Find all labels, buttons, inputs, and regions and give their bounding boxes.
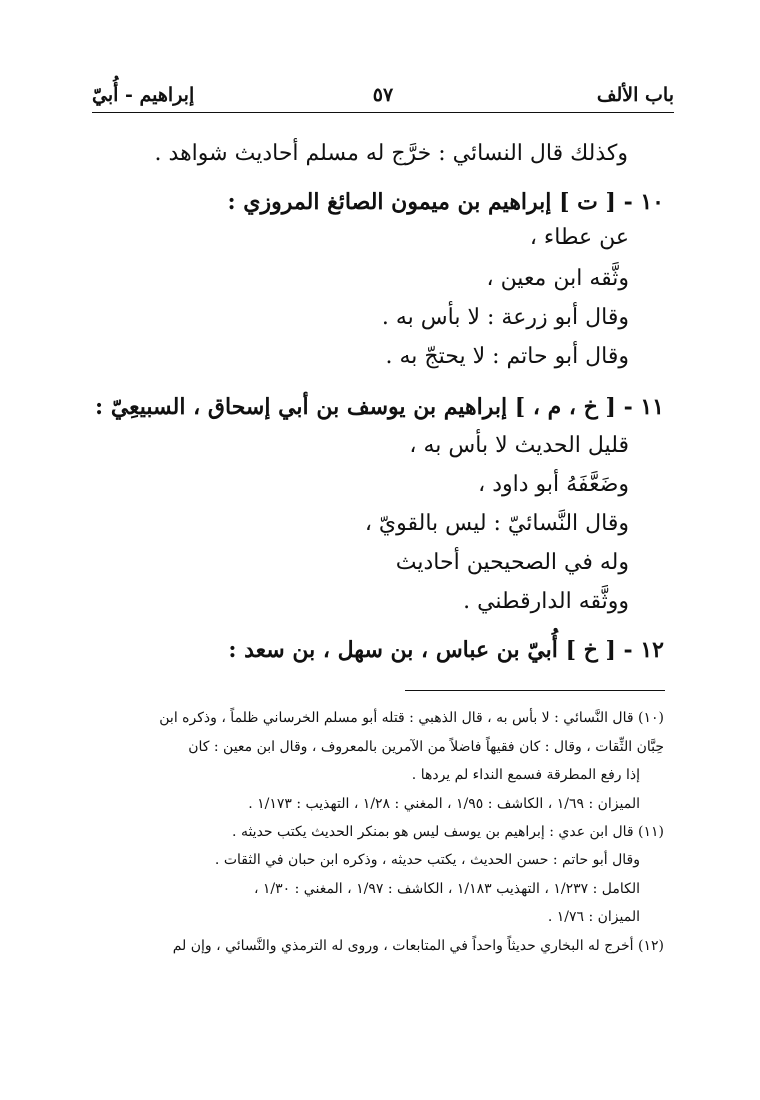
footnote-line: (١١) قال ابن عدي : إبراهيم بن يوسف ليس هو بمنكر الحديث يكتب حديثه .: [232, 824, 664, 840]
entry-10-line-2: وثَّقه ابن معين ،: [486, 266, 629, 291]
running-header: [92, 82, 674, 113]
footnote-line: حِبَّان الثِّقات ، وقال : كان فقيهاً فاضلاً من الآمرين بالمعروف ، وقال ابن معين : كان: [188, 739, 664, 755]
chapter-title: باب الألف: [596, 84, 674, 106]
entry-10-title: ١٠ - [ ت ] إبراهيم بن ميمون الصائغ المروزي :: [227, 189, 664, 215]
continuation-line: وكذلك قال النسائي : خرَّج له مسلم أحاديث شواهد .: [154, 141, 628, 166]
entry-11-line-2: وضَعَّفَهُ أبو داود ،: [478, 472, 629, 497]
footnote-line: الميزان : ١/٧٦ .: [547, 909, 640, 925]
footnote-line: وقال أبو حاتم : حسن الحديث ، يكتب حديثه ، وذكره ابن حبان في الثقات .: [214, 852, 640, 868]
entry-11-line-5: ووثَّقه الدارقطني .: [463, 589, 629, 614]
entry-11-line-1: قليل الحديث لا بأس به ،: [409, 433, 629, 458]
footnote-separator: [405, 690, 665, 691]
entry-10-line-3: وقال أبو زرعة : لا بأس به .: [381, 305, 629, 330]
footnote-line: الكامل : ١/٢٣٧ ، التهذيب ١/١٨٣ ، الكاشف : ١/٩٧ ، المغني : ١/٣٠ ،: [253, 881, 640, 897]
footnote-line: الميزان : ١/٦٩ ، الكاشف : ١/٩٥ ، المغني : ١/٢٨ ، التهذيب : ١/١٧٣ .: [248, 796, 640, 812]
entry-11-line-3: وقال النَّسائيّ : ليس بالقويّ ،: [364, 511, 629, 536]
footnote-line: إذا رفع المطرقة فسمع النداء لم يردها .: [411, 767, 640, 783]
entry-range: إبراهيم - أُبيّ: [92, 84, 195, 106]
entry-11-title: ١١ - [ خ ، م ، ] إبراهيم بن يوسف بن أبي إسحاق ، السبيعِيّ :: [95, 394, 664, 420]
entry-11-line-4: وله في الصحيحين أحاديث: [395, 550, 629, 575]
footnote-line: (١٠) قال النَّسائي : لا بأس به ، قال الذهبي : قتله أبو مسلم الخرساني ظلماً ، وذكره ابن: [159, 710, 664, 726]
page-number: ٥٧: [372, 84, 394, 106]
entry-12-title: ١٢ - [ خ ] أُبيّ بن عباس ، بن سهل ، بن سعد :: [228, 637, 664, 663]
entry-10-line-4: وقال أبو حاتم : لا يحتجّ به .: [385, 344, 629, 369]
entry-10-line-1: عن عطاء ،: [529, 225, 629, 250]
footnote-line: (١٢) أخرج له البخاري حديثاً واحداً في المتابعات ، وروى له الترمذي والنَّسائي ، وإن لم: [172, 938, 664, 954]
